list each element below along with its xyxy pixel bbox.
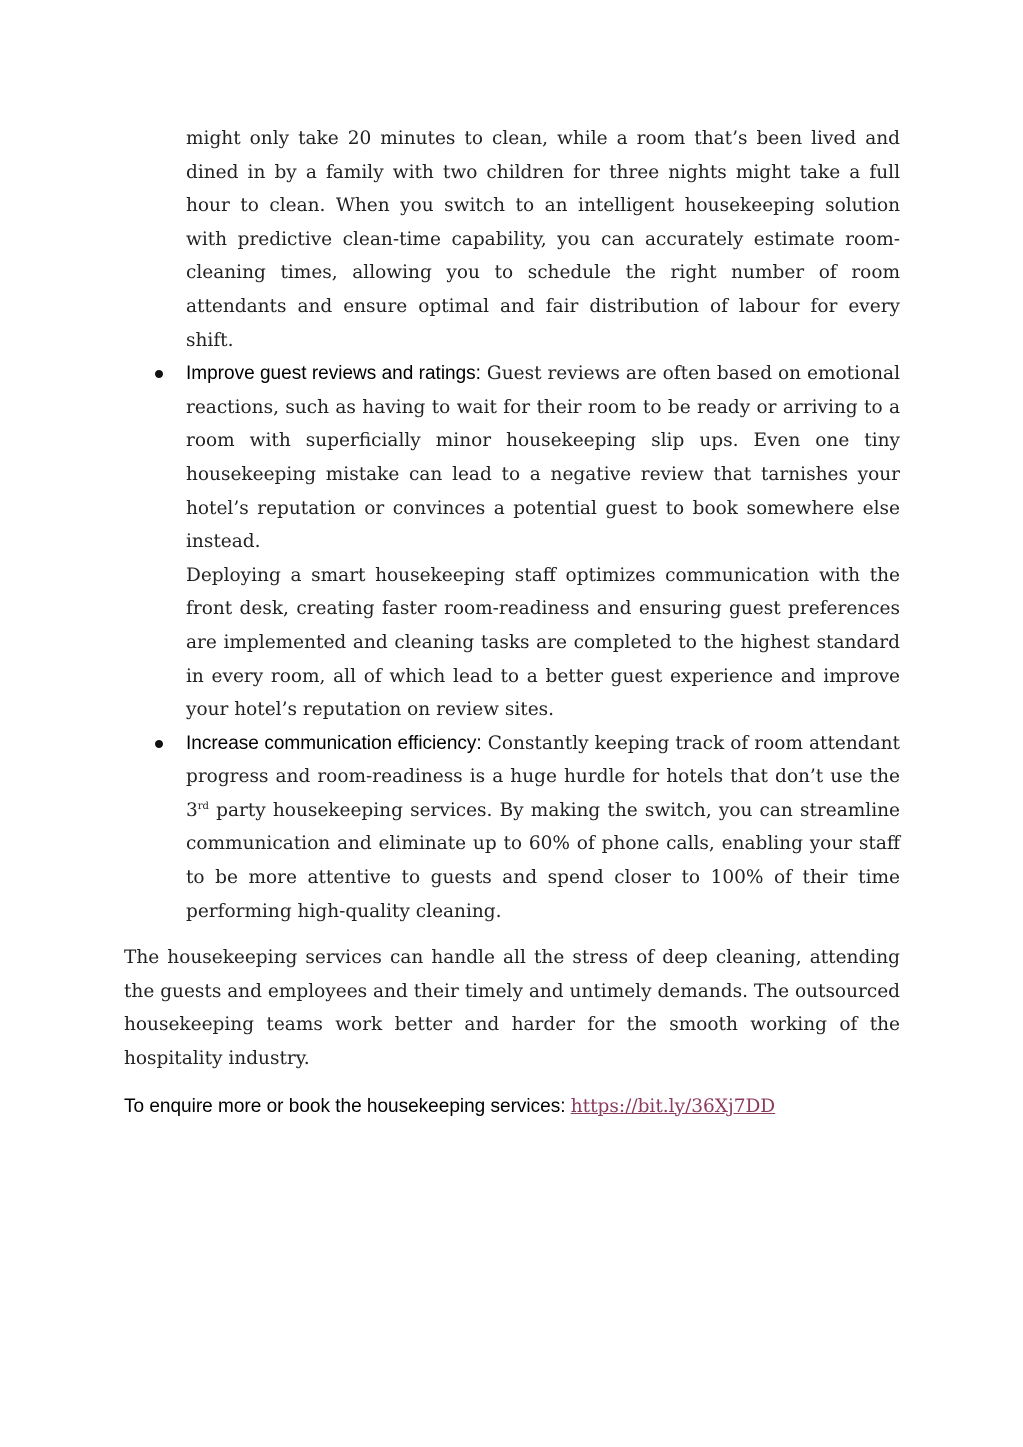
bullet-heading: Improve guest reviews and ratings:	[186, 363, 481, 385]
bullet-followup-paragraph: Deploying a smart housekeeping staff optimizes communication with the front desk, creating faster room-readiness and ensuring guest preferences are implemented and cleaning tasks are completed to the highest standard in every room, all of which lead to a better guest experience and improve your hotel’s reputation on review sites.	[186, 564, 900, 721]
continuation-paragraph: might only take 20 minutes to clean, while a room that’s been lived and dined in by a family with two children for three nights might take a full hour to clean. When you switch to an intelligent housekeeping solution with predictive clean-time capability, you can accurately estimate room-cleaning times, allowing you to schedule the right number of room attendants and ensure optimal and fair distribution of labour for every shift.	[186, 128, 900, 351]
closing-paragraph: The housekeeping services can handle all the stress of deep cleaning, attending the guests and employees and their timely and untimely demands. The outsourced housekeeping teams work better and harder for the smooth working of the hospitality industry.	[124, 947, 900, 1070]
benefits-list	[124, 357, 900, 928]
bullet-text-continued: party housekeeping services. By making the switch, you can streamline communication and eliminate up to 60% of phone calls, enabling your staff to be more attentive to guests and spend closer to 100% of their time performing high-quality cleaning.	[186, 799, 900, 922]
superscript: rd	[197, 800, 209, 812]
list-item-communication	[124, 727, 900, 929]
bullet-paragraph	[186, 357, 900, 559]
list-item-guest-reviews	[124, 357, 900, 727]
booking-link[interactable]: https://bit.ly/36Xj7DD	[570, 1095, 776, 1117]
bullet-paragraph	[186, 727, 900, 929]
bullet-icon	[155, 370, 163, 378]
document-page	[124, 122, 900, 1123]
bullet-text: Guest reviews are often based on emotional reactions, such as having to wait for their room to be ready or arriving to a room with superficially minor housekeeping slip ups. Even one tiny housekeeping mistake can lead to a negative review that tarnishes your hotel’s reputation or convinces a potential guest to book somewhere else instead.	[186, 363, 900, 553]
bullet-text: Constantly keeping track of room attendant progress and room-readiness is a huge hurdle for hotels that don’t use the 3	[186, 732, 900, 821]
bullet-icon	[155, 740, 163, 748]
call-to-action	[124, 1090, 900, 1124]
cta-text: To enquire more or book the housekeeping services:	[124, 1095, 571, 1117]
bullet-heading: Increase communication efficiency:	[186, 732, 482, 754]
